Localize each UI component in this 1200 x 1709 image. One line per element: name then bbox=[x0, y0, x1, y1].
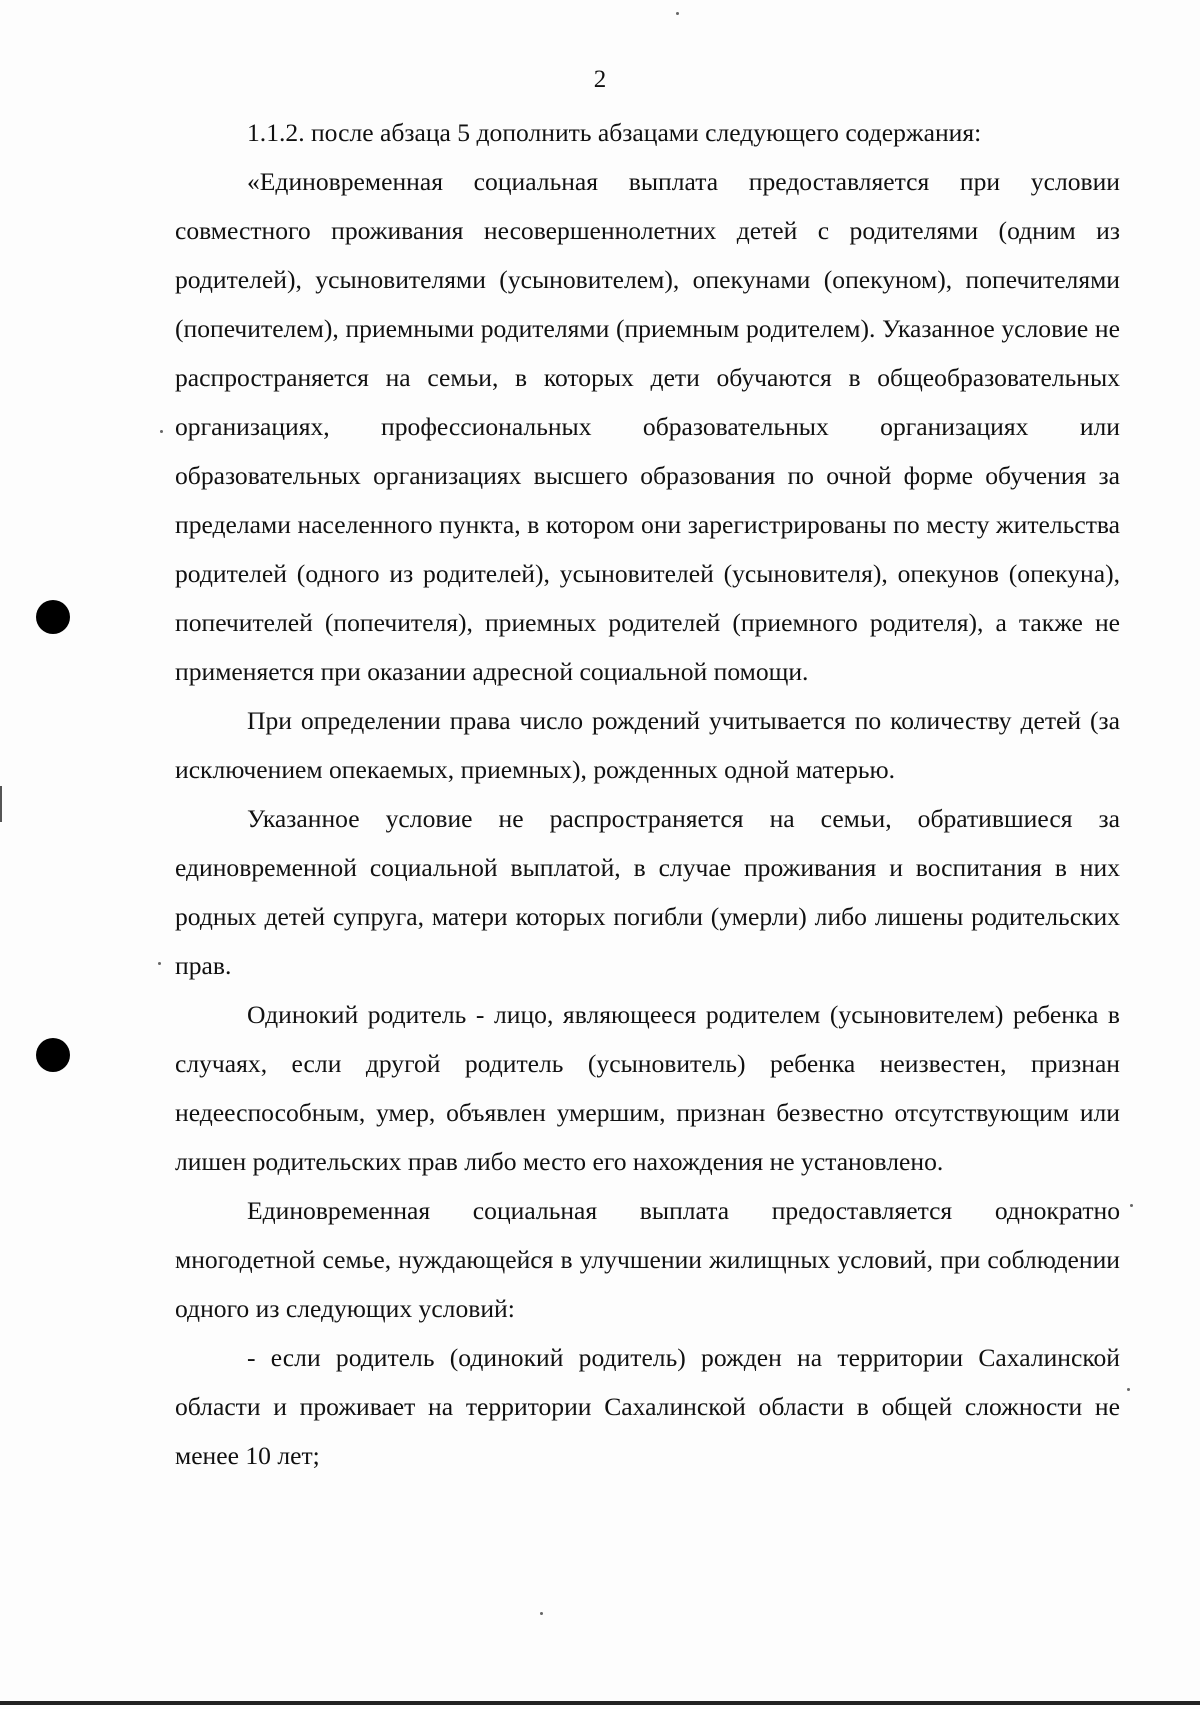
paragraph-birth-count: При определении права число рождений учитывается по количеству детей (за исключением опекаемых, приемных), рожденных одной матерью. bbox=[175, 706, 1120, 784]
paragraph-cohabitation-condition: «Единовременная социальная выплата предоставляется при условии совместного проживания несовершеннолетних детей с родителями (одним из родителей), усыновителями (усыновителем), опекунами (опекуном), попечителями (попечителем), приемными родителями (приемным родителем). Указанное условие не распространяется на семьи, в которых дети обучаются в общеобразовательных организациях, профессиональных образовательных организациях или образовательных организациях высшего образования по очной форме обучения за пределами населенного пункта, в котором они зарегистрированы по месту жительства родителей (одного из родителей), усыновителей (усыновителя), опекунов (опекуна), попечителей (попечителя), приемных родителей (приемного родителя), а также не применяется при оказании адресной социальной помощи. bbox=[175, 167, 1120, 686]
paragraph-residence-condition: - если родитель (одинокий родитель) рожден на территории Сахалинской области и проживает на территории Сахалинской области в общей сложности не менее 10 лет; bbox=[175, 1343, 1120, 1470]
scan-speck bbox=[1130, 1204, 1133, 1207]
punch-hole-lower bbox=[36, 1038, 70, 1072]
paragraph-single-parent-definition: Одинокий родитель - лицо, являющееся родителем (усыновителем) ребенка в случаях, если другой родитель (усыновитель) ребенка неизвестен, признан недееспособным, умер, объявлен умершим, признан безвестно отсутствующим или лишен родительских прав либо место его нахождения не установлено. bbox=[175, 1000, 1120, 1176]
paragraph-amendment-intro: 1.1.2. после абзаца 5 дополнить абзацами следующего содержания: bbox=[247, 118, 982, 147]
scan-edge-mark bbox=[0, 786, 2, 822]
scan-speck bbox=[540, 1612, 543, 1615]
scan-speck bbox=[676, 12, 679, 15]
scan-speck bbox=[158, 962, 161, 965]
page-number: 2 bbox=[593, 66, 607, 93]
scan-speck bbox=[1127, 1388, 1130, 1391]
paragraph-large-family-payment: Единовременная социальная выплата предоставляется однократно многодетной семье, нуждающейся в улучшении жилищных условий, при соблюдении одного из следующих условий: bbox=[175, 1196, 1120, 1323]
scan-speck bbox=[160, 430, 163, 433]
scan-bottom-edge bbox=[0, 1701, 1200, 1705]
paragraph-spouse-children-exception: Указанное условие не распространяется на семьи, обратившиеся за единовременной социальной выплатой, в случае проживания и воспитания в них родных детей супруга, матери которых погибли (умерли) либо лишены родительских прав. bbox=[175, 804, 1120, 980]
document-body bbox=[175, 108, 1120, 1480]
punch-hole-upper bbox=[36, 600, 70, 634]
